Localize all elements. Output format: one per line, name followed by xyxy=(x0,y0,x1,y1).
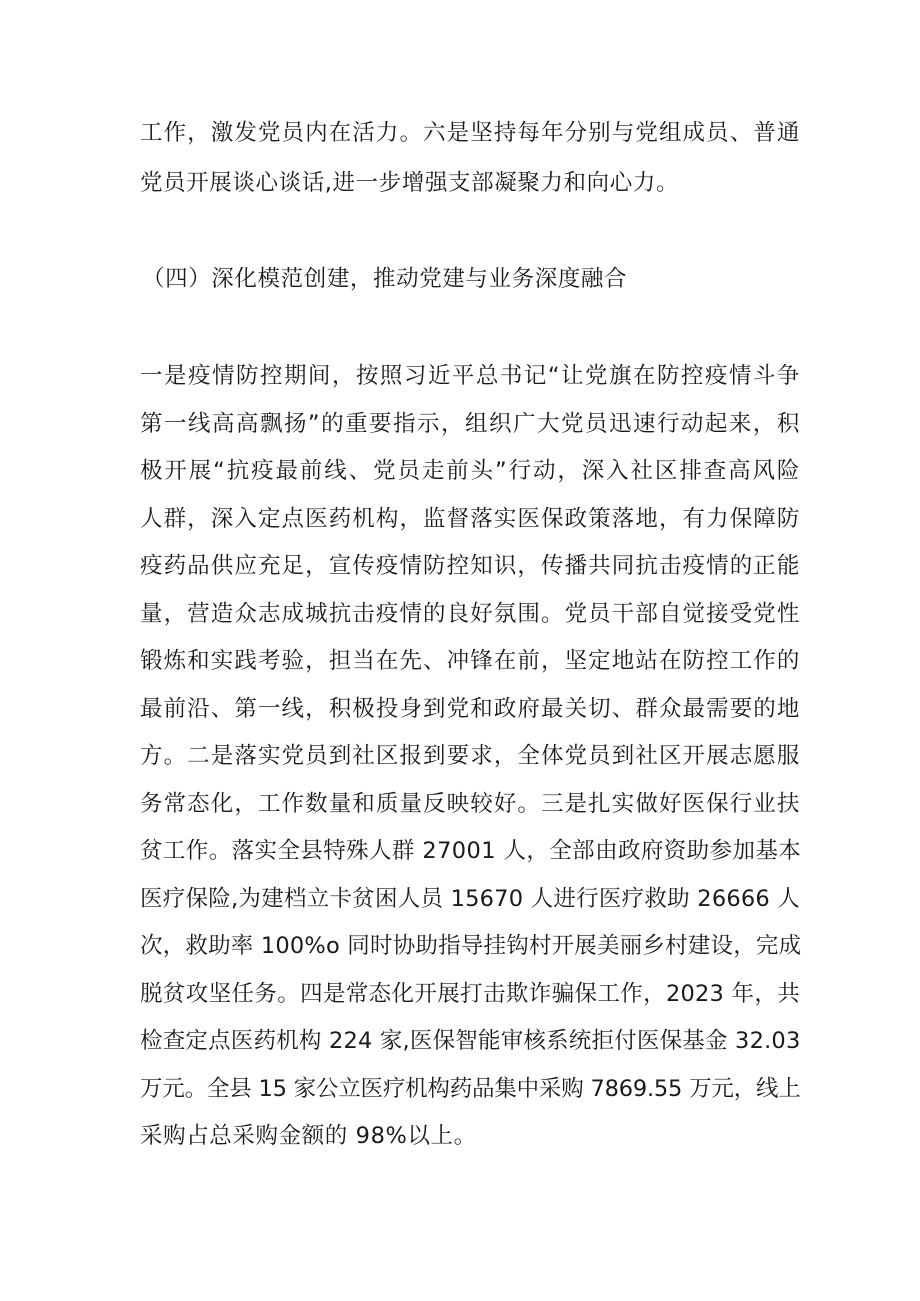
paragraph-2-line-2: 第一线高高飘扬”的重要指示，组织广大党员迅速行动起来，积 xyxy=(140,411,800,437)
paragraph-2-line-17: 采购占总采购金额的 98%以上。 xyxy=(140,1123,477,1149)
paragraph-1-line-1: 工作，激发党员内在活力。六是坚持每年分别与党组成员、普通 xyxy=(140,120,800,146)
paragraph-1-line-2: 党员开展谈心谈话,进一步增强支部凝聚力和向心力。 xyxy=(140,170,680,196)
paragraph-2-line-12: 医疗保险,为建档立卡贫困人员 15670 人进行医疗救助 26666 人 xyxy=(140,886,800,912)
paragraph-2-line-3: 极开展“抗疫最前线、党员走前头”行动，深入社区排查高风险 xyxy=(140,458,800,484)
paragraph-2-line-8: 最前沿、第一线，积极投身到党和政府最关切、群众最需要的地 xyxy=(140,696,800,722)
paragraph-2-line-4: 人群，深入定点医药机构，监督落实医保政策落地，有力保障防 xyxy=(140,506,800,532)
paragraph-2-line-16: 万元。全县 15 家公立医疗机构药品集中采购 7869.55 万元，线上 xyxy=(140,1076,801,1102)
paragraph-2-line-11: 贫工作。落实全县特殊人群 27001 人，全部由政府资助参加基本 xyxy=(140,838,802,864)
paragraph-2-line-9: 方。二是落实党员到社区报到要求，全体党员到社区开展志愿服 xyxy=(140,743,800,769)
paragraph-2-line-15: 检查定点医药机构 224 家,医保智能审核系统拒付医保基金 32.03 xyxy=(140,1028,801,1054)
paragraph-2-line-1: 一是疫情防控期间，按照习近平总书记“让党旗在防控疫情斗争 xyxy=(140,363,800,389)
paragraph-2-line-7: 锻炼和实践考验，担当在先、冲锋在前，坚定地站在防控工作的 xyxy=(140,648,800,674)
paragraph-2-line-5: 疫药品供应充足，宣传疫情防控知识，传播共同抗击疫情的正能 xyxy=(140,553,800,579)
paragraph-2-line-10: 务常态化，工作数量和质量反映较好。三是扎实做好医保行业扶 xyxy=(140,791,800,817)
paragraph-2-line-6: 量，营造众志成城抗击疫情的良好氛围。党员干部自觉接受党性 xyxy=(140,601,800,627)
paragraph-2-line-13: 次，救助率 100%o 同时协助指导挂钩村开展美丽乡村建设，完成 xyxy=(140,933,802,959)
paragraph-2-line-14: 脱贫攻坚任务。四是常态化开展打击欺诈骗保工作，2023 年，共 xyxy=(140,981,800,1007)
section-heading: （四）深化模范创建，推动党建与业务深度融合 xyxy=(142,266,628,292)
